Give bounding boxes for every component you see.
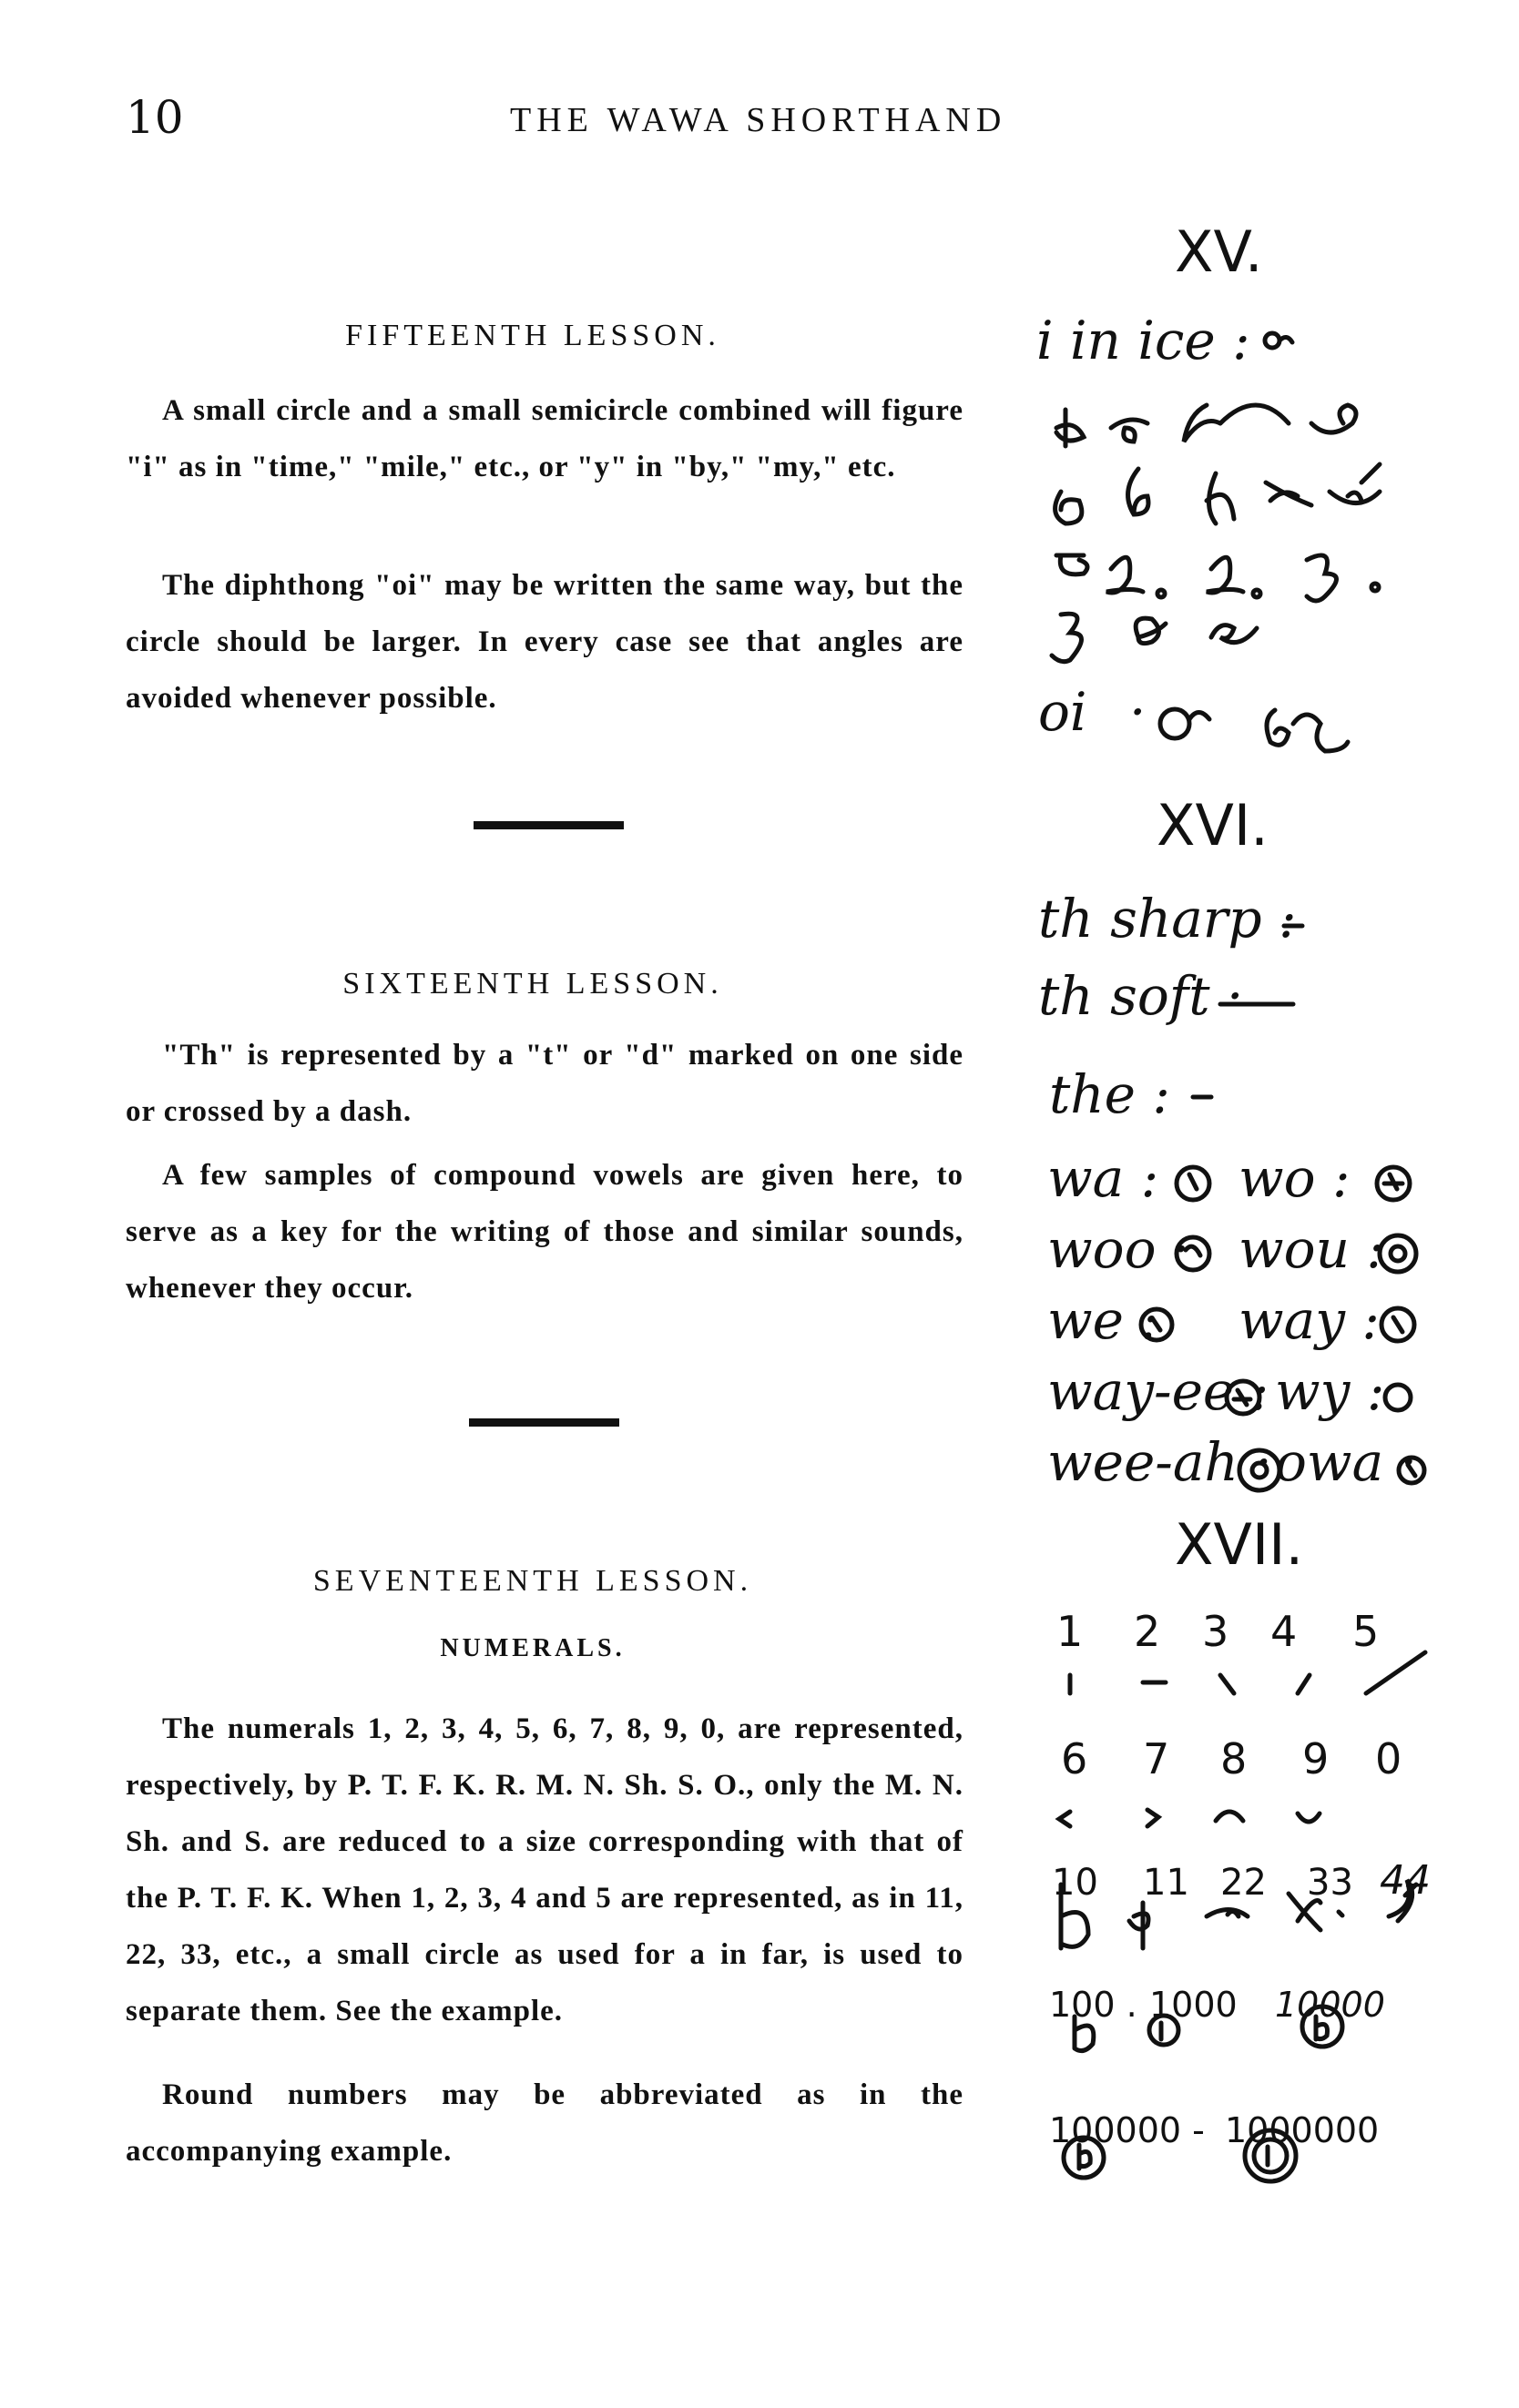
xv-dot: · [1129, 681, 1147, 743]
xvi-wa: wa : [1047, 1147, 1159, 1209]
lesson-15-paragraph-1: A small circle and a small semicircle combined will figure "i" as in "time," "mile," etc., or "y" in "by," "my," etc. [126, 394, 963, 483]
xvi-wo: wo : [1239, 1147, 1351, 1209]
xvi-we: we : [1047, 1289, 1158, 1351]
plate-label-xvii: XVII. [1175, 1511, 1304, 1578]
xvii-num-6: 6 [1061, 1734, 1088, 1783]
xvii-num-5: 5 [1352, 1607, 1380, 1656]
xvii-num-100000: 100000 - [1049, 2110, 1205, 2150]
xvi-wee-ah: wee-ah · [1047, 1431, 1272, 1493]
xvii-num-11: 11 [1143, 1862, 1189, 1904]
xvii-num-4: 4 [1270, 1607, 1298, 1656]
xvi-th-soft: th soft · [1038, 965, 1244, 1027]
lesson-17-title: SEVENTEENTH LESSON. [312, 1564, 753, 1598]
xvii-num-10000: 10000 [1275, 1985, 1385, 2025]
xvi-way-ee: way-ee : [1047, 1360, 1269, 1422]
xvii-num-9: 9 [1302, 1734, 1330, 1783]
lesson-17-subtitle: NUMERALS. [440, 1634, 626, 1662]
xv-sign-i [1261, 330, 1298, 357]
xvi-th-soft-sign [1220, 1000, 1302, 1009]
xvii-num-33: 33 [1307, 1862, 1353, 1904]
xvi-way: way : [1239, 1289, 1380, 1351]
xvii-num-7: 7 [1143, 1734, 1170, 1783]
section-divider [474, 821, 624, 829]
lesson-15-title: FIFTEENTH LESSON. [345, 319, 720, 352]
plate-label-xv: XV. [1175, 218, 1263, 285]
lesson-16-title: SIXTEENTH LESSON. [342, 967, 723, 1001]
xv-key-text: i in ice : [1036, 310, 1250, 371]
xvi-woo: woo · [1047, 1218, 1190, 1280]
xvi-the: the : [1049, 1063, 1170, 1125]
xv-oi-signs [1157, 692, 1393, 765]
lesson-15-paragraph-2: The diphthong "oi" may be written the same way, but the circle should be larger. In every case see that angles are avoided whenever possible. [126, 569, 963, 715]
xvii-num-100: 100 . [1049, 1985, 1137, 2025]
xvi-th-sharp-sign [1284, 921, 1311, 930]
xvii-num-1000: 1000 [1149, 1985, 1238, 2025]
xvi-wou: wou : [1239, 1218, 1384, 1280]
xvii-num-22: 22 [1220, 1862, 1267, 1904]
xvii-numeral-signs [1038, 1602, 1466, 2240]
xvii-num-3: 3 [1202, 1607, 1229, 1656]
xvii-num-10: 10 [1052, 1862, 1098, 1904]
xvi-wy: wy : [1275, 1360, 1385, 1422]
xvi-vowel-signs [1038, 1143, 1439, 1516]
lesson-17-paragraph-1: The numerals 1, 2, 3, 4, 5, 6, 7, 8, 9, 0, are represented, respectively, by P. T. F. K. R. M. N. Sh. S. O., only the M. N. Sh. and S. are reduced to a size corresponding with that of the P. T. F. K. When 1, 2, 3, 4 and 5 are represented, as in 11, 22, 33, etc., a small circle as used for a in far, is used to separate them. See the example. [126, 1712, 963, 2027]
section-divider [469, 1418, 619, 1427]
xv-oi-text: oi [1038, 681, 1087, 743]
xvii-num-0: 0 [1375, 1734, 1402, 1783]
page-number: 10 [126, 91, 184, 144]
running-title: THE WAWA SHORTHAND [510, 101, 1007, 139]
lesson-16-paragraph-2: A few samples of compound vowels are given here, to serve as a key for the writing of those and similar sounds, whenever they occur. [126, 1159, 963, 1305]
xvii-num-44: 44 [1380, 1857, 1431, 1904]
xvi-the-sign [1193, 1092, 1220, 1102]
lesson-16-paragraph-1: "Th" is represented by a "t" or "d" marked on one side or crossed by a dash. [126, 1039, 963, 1128]
xvi-th-sharp: th sharp : [1038, 888, 1297, 950]
xvii-num-8: 8 [1220, 1734, 1248, 1783]
lesson-17-paragraph-2: Round numbers may be abbreviated as in the accompanying example. [126, 2078, 963, 2168]
plate-label-xvi: XVI. [1157, 792, 1269, 859]
xvii-num-1000000: 1000000 [1225, 2110, 1380, 2150]
xvii-num-2: 2 [1134, 1607, 1161, 1656]
xvi-owa: owa · [1275, 1431, 1418, 1493]
xvii-num-1: 1 [1056, 1607, 1084, 1656]
